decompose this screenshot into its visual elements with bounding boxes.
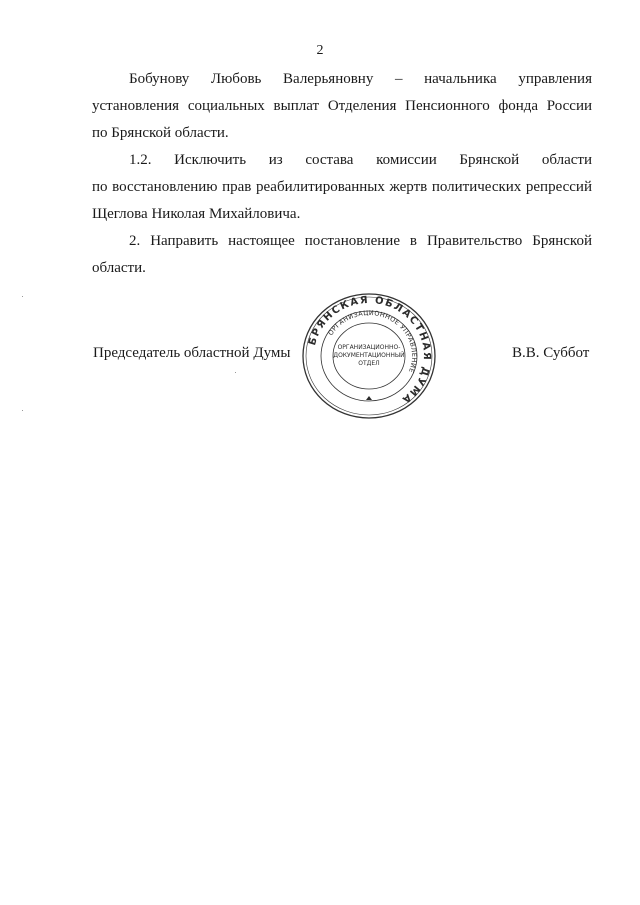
paragraph-1-line-1: Бобунову Любовь Валерьяновну – начальника управления [129,71,592,87]
page-number: 2 [316,43,324,58]
seal-outer-text: БРЯНСКАЯ ОБЛАСТНАЯ ДУМА [307,294,433,406]
paragraph-2 [92,147,592,228]
scan-speck [235,372,236,373]
signatory-position: Председатель областной Думы [93,345,291,361]
paragraph-3 [92,228,592,282]
seal-center-line-2: ДОКУМЕНТАЦИОННЫЙ [333,352,405,359]
scan-speck [22,296,23,297]
paragraph-3-line-2: области. [92,260,146,276]
paragraph-1 [92,66,592,147]
scan-speck [22,410,23,411]
paragraph-2-line-3: Щеглова Николая Михайловича. [92,206,301,222]
paragraph-3-line-1: 2. Направить настоящее постановление в Правительство Брянской [129,233,592,249]
seal-star-icon [366,396,372,400]
seal-center-line-3: ОТДЕЛ [358,360,380,367]
seal-inner-text: ОРГАНИЗАЦИОННОЕ УПРАВЛЕНИЕ [326,308,419,375]
paragraph-1-line-3: по Брянской области. [92,125,229,141]
paragraph-2-line-1: 1.2. Исключить из состава комиссии Брянской области [129,152,592,168]
paragraph-2-line-2: по восстановлению прав реабилитированных жертв политических репрессий [92,179,592,195]
official-seal [300,292,438,420]
seal-center-line-1: ОРГАНИЗАЦИОННО- [337,344,401,351]
paragraph-1-line-2: установления социальных выплат Отделения Пенсионного фонда России [92,98,592,114]
signatory-name: В.В. Суббот [512,345,590,361]
